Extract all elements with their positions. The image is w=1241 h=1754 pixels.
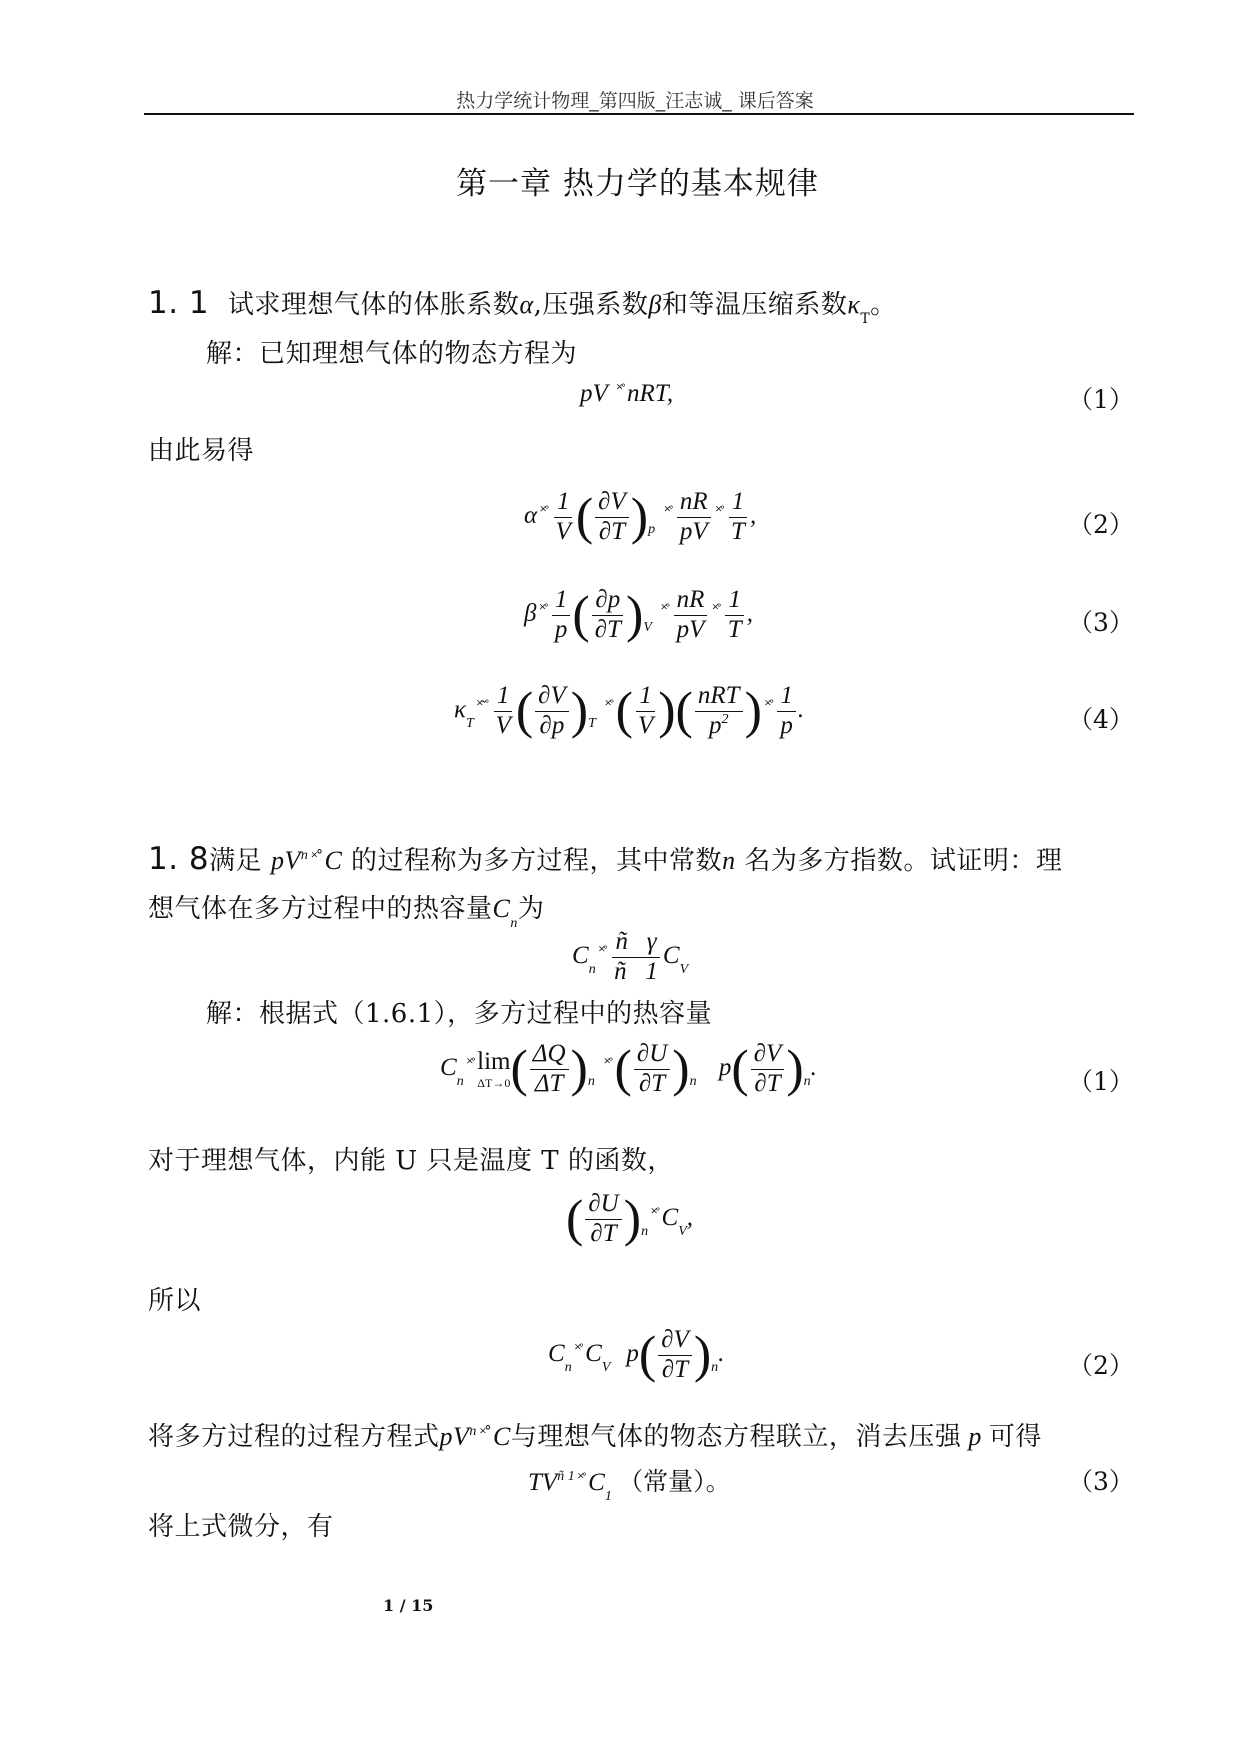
equation-2: α ˟˚ $\frac{1}{V}$ ( $\frac{\partial V}{\partial T}$ )$_p$ ˟˚ $\frac{nR}{pV}$ ˟˚ $\frac{1}{T}$ ,: [524, 488, 757, 546]
problem-1-8-statement: 1. 8满足 $pV^n$ ˟˚ C 的过程称为多方过程，其中常数n 名为多方指数。试证明：理: [148, 841, 1063, 877]
equation-3-label: （3）: [1068, 608, 1134, 637]
ideal-gas-text: 对于理想气体，内能 U 只是温度 T 的函数，: [148, 1146, 674, 1176]
equation-1-8-2-label: （2）: [1068, 1351, 1134, 1380]
problem-number: 1. 8: [148, 841, 210, 877]
internal-energy-relation: ( $\frac{\partial U}{\partial T}$ )$_n^{˟˚}$ $C_V$,: [566, 1190, 694, 1248]
equation-2-label: （2）: [1068, 510, 1134, 539]
differentiate-text: 将上式微分，有: [148, 1512, 334, 1542]
combine-text: 将多方过程的过程方程式$pV^n$ ˟˚ C与理想气体的物态方程联立，消去压强 p 可得: [148, 1422, 1042, 1452]
problem-1-1-statement: 1. 1 试求理想气体的体胀系数α,压强系数β和等温压缩系数$\kappa_T$。: [148, 285, 897, 327]
problem-number: 1. 1: [148, 285, 210, 321]
equation-1-8-1: $C_n^{˟˚}$ lim ΔT→0 ( $\frac{\Delta Q}{\Delta T}$ )$_n$ ˟˚( $\frac{\partial U}{\partial T}$ )$_n$ p( $\frac{\partial V}{\partial T}$ )$_n$.: [440, 1040, 817, 1098]
heat-capacity-formula: $C_n^{˟˚}$ $\frac{\text{ñ γ}}{ñ 1}$ $C_V$: [572, 928, 689, 985]
running-header: 热力学统计物理_第四版_汪志诚_ 课后答案: [456, 90, 814, 112]
problem-1-8-statement-line2: 想气体在多方过程中的热容量$C_n$为: [148, 894, 545, 931]
equation-1-8-3: $TV^{ñ 1}$ ˟˚ $C_1$ （常量）。: [528, 1467, 731, 1504]
equation-3: β ˟˚ $\frac{1}{p}$ ( $\frac{\partial p}{\partial T}$ )$_V$ ˟˚ $\frac{nR}{pV}$ ˟˚ $\frac{1}{T}$ ,: [524, 586, 753, 644]
equation-1-8-2: $C_n^{˟˚}$ $C_Vp$( $\frac{\partial V}{\partial T}$ )$_n$.: [548, 1326, 725, 1384]
chapter-title: 第一章 热力学的基本规律: [456, 166, 819, 202]
equation-1: pV ˟˚ nRT,: [580, 380, 674, 407]
solution-intro-1-8: 解：根据式（1.6.1），多方过程中的热容量: [206, 999, 713, 1029]
equation-4-label: （4）: [1068, 705, 1134, 734]
equation-4: $\kappa_T^{˟˜˚}$ $\frac{1}{V}$ ( $\frac{\partial V}{\partial p}$ )$_T$ ˟˚( $\frac{1}{V}$ )( $\frac{\text{nRT}}{p^2}$ ) ˟˚ $\frac{1}{p}$ .: [454, 682, 805, 740]
header-rule: [144, 113, 1134, 115]
therefore-text: 所以: [148, 1286, 202, 1316]
from-this-text: 由此易得: [148, 436, 255, 466]
equation-1-8-1-label: （1）: [1068, 1067, 1134, 1096]
equation-1-label: （1）: [1068, 385, 1134, 414]
equation-1-8-3-label: （3）: [1068, 1467, 1134, 1496]
page-number: 1 / 15: [383, 1596, 434, 1615]
solution-intro: 解：已知理想气体的物态方程为: [206, 339, 578, 369]
